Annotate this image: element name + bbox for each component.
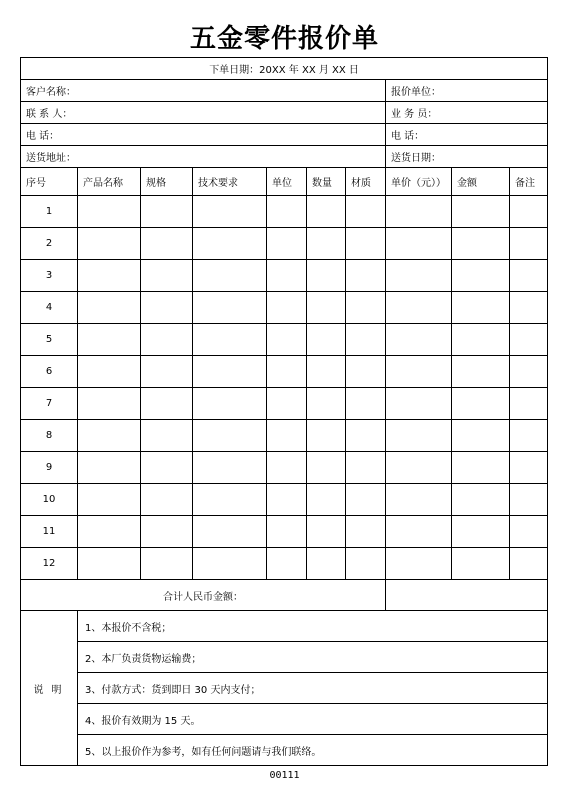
item-cell[interactable] <box>141 356 193 388</box>
item-cell[interactable] <box>510 324 548 356</box>
item-cell[interactable] <box>78 548 141 580</box>
item-cell[interactable] <box>346 356 386 388</box>
item-cell[interactable] <box>452 420 510 452</box>
item-cell[interactable] <box>78 516 141 548</box>
item-cell[interactable] <box>346 260 386 292</box>
column-header: 序号 <box>21 168 78 196</box>
note-item: 3、付款方式：货到即日 30 天内支付； <box>78 673 548 704</box>
row-number: 6 <box>21 356 78 388</box>
note-item: 2、本厂负责货物运输费； <box>78 642 548 673</box>
item-cell[interactable] <box>267 228 307 260</box>
table-row <box>21 260 548 292</box>
item-cell[interactable] <box>346 484 386 516</box>
item-cell[interactable] <box>78 292 141 324</box>
quote-form-table <box>20 57 548 766</box>
column-header: 数量 <box>307 168 346 196</box>
item-cell[interactable] <box>267 516 307 548</box>
item-cell[interactable] <box>78 420 141 452</box>
table-row <box>21 324 548 356</box>
total-label: 合计人民币金额： <box>21 580 386 611</box>
column-header: 规格 <box>141 168 193 196</box>
note-row <box>21 611 548 642</box>
table-row <box>21 452 548 484</box>
item-cell[interactable] <box>346 388 386 420</box>
item-cell[interactable] <box>346 196 386 228</box>
total-amount-field[interactable] <box>386 580 548 611</box>
total-row <box>21 580 548 611</box>
item-cell[interactable] <box>452 516 510 548</box>
item-cell[interactable] <box>346 516 386 548</box>
item-cell[interactable] <box>193 228 267 260</box>
footer-code: 00111 <box>269 770 300 781</box>
customer-name-field[interactable]: 客户名称： <box>21 80 386 102</box>
row-number: 11 <box>21 516 78 548</box>
item-cell[interactable] <box>386 516 452 548</box>
item-cell[interactable] <box>307 484 346 516</box>
item-cell[interactable] <box>141 420 193 452</box>
item-cell[interactable] <box>78 388 141 420</box>
item-cell[interactable] <box>141 292 193 324</box>
item-cell[interactable] <box>193 548 267 580</box>
column-header: 备注 <box>510 168 548 196</box>
item-cell[interactable] <box>193 388 267 420</box>
item-cell[interactable] <box>78 196 141 228</box>
item-cell[interactable] <box>452 548 510 580</box>
item-cell[interactable] <box>307 388 346 420</box>
item-cell[interactable] <box>141 388 193 420</box>
column-header: 单价（元）） <box>386 168 452 196</box>
column-header: 单位 <box>267 168 307 196</box>
item-cell[interactable] <box>386 196 452 228</box>
item-cell[interactable] <box>78 484 141 516</box>
item-cell[interactable] <box>267 484 307 516</box>
item-cell[interactable] <box>452 484 510 516</box>
item-cell[interactable] <box>193 420 267 452</box>
item-cell[interactable] <box>141 196 193 228</box>
item-cell[interactable] <box>193 260 267 292</box>
item-cell[interactable] <box>193 292 267 324</box>
item-cell[interactable] <box>193 196 267 228</box>
table-row <box>21 292 548 324</box>
item-cell[interactable] <box>267 356 307 388</box>
item-cell[interactable] <box>307 452 346 484</box>
item-cell[interactable] <box>141 324 193 356</box>
item-cell[interactable] <box>510 356 548 388</box>
item-cell[interactable] <box>346 324 386 356</box>
note-item: 1、本报价不含税； <box>78 611 548 642</box>
item-cell[interactable] <box>510 484 548 516</box>
item-cell[interactable] <box>510 260 548 292</box>
item-cell[interactable] <box>141 260 193 292</box>
item-cell[interactable] <box>307 292 346 324</box>
item-cell[interactable] <box>193 324 267 356</box>
item-cell[interactable] <box>267 452 307 484</box>
column-header: 金额 <box>452 168 510 196</box>
item-cell[interactable] <box>78 228 141 260</box>
item-cell[interactable] <box>141 228 193 260</box>
notes-label: 说明 <box>21 611 78 766</box>
item-cell[interactable] <box>510 292 548 324</box>
note-item: 4、报价有效期为 15 天。 <box>78 704 548 735</box>
row-number: 10 <box>21 484 78 516</box>
item-cell[interactable] <box>78 324 141 356</box>
table-row <box>21 516 548 548</box>
note-row <box>21 735 548 766</box>
item-cell[interactable] <box>386 324 452 356</box>
row-number: 9 <box>21 452 78 484</box>
note-item: 5、以上报价作为参考，如有任何问题请与我们联络。 <box>78 735 548 766</box>
item-cell[interactable] <box>452 388 510 420</box>
item-cell[interactable] <box>510 388 548 420</box>
item-cell[interactable] <box>346 420 386 452</box>
page-title: 五金零件报价单 <box>189 24 379 54</box>
item-cell[interactable] <box>386 420 452 452</box>
item-cell[interactable] <box>452 228 510 260</box>
item-cell[interactable] <box>307 516 346 548</box>
phone-right-field[interactable]: 电 话： <box>386 124 548 146</box>
table-row <box>21 420 548 452</box>
item-cell[interactable] <box>452 452 510 484</box>
item-cell[interactable] <box>346 292 386 324</box>
item-cell[interactable] <box>510 452 548 484</box>
note-row <box>21 704 548 735</box>
row-number: 12 <box>21 548 78 580</box>
note-row <box>21 642 548 673</box>
table-row <box>21 484 548 516</box>
item-cell[interactable] <box>386 548 452 580</box>
item-cell[interactable] <box>267 420 307 452</box>
item-cell[interactable] <box>386 260 452 292</box>
item-cell[interactable] <box>307 228 346 260</box>
item-cell[interactable] <box>307 420 346 452</box>
contact-field[interactable]: 联 系 人： <box>21 102 386 124</box>
item-cell[interactable] <box>346 228 386 260</box>
note-row <box>21 673 548 704</box>
item-cell[interactable] <box>386 388 452 420</box>
row-number: 2 <box>21 228 78 260</box>
item-cell[interactable] <box>452 292 510 324</box>
item-cell[interactable] <box>193 452 267 484</box>
item-cell[interactable] <box>452 196 510 228</box>
item-cell[interactable] <box>267 196 307 228</box>
item-cell[interactable] <box>78 356 141 388</box>
item-cell[interactable] <box>386 292 452 324</box>
item-cell[interactable] <box>510 516 548 548</box>
table-row <box>21 228 548 260</box>
item-cell[interactable] <box>346 452 386 484</box>
row-number: 3 <box>21 260 78 292</box>
salesperson-field[interactable]: 业 务 员： <box>386 102 548 124</box>
item-cell[interactable] <box>267 324 307 356</box>
item-cell[interactable] <box>510 228 548 260</box>
item-cell[interactable] <box>193 356 267 388</box>
item-cell[interactable] <box>141 452 193 484</box>
item-cell[interactable] <box>386 356 452 388</box>
item-cell[interactable] <box>386 228 452 260</box>
item-cell[interactable] <box>78 260 141 292</box>
item-cell[interactable] <box>510 548 548 580</box>
delivery-address-field[interactable]: 送货地址： <box>21 146 386 168</box>
item-cell[interactable] <box>267 388 307 420</box>
item-cell[interactable] <box>346 548 386 580</box>
item-cell[interactable] <box>452 324 510 356</box>
column-header-row <box>21 168 548 196</box>
item-cell[interactable] <box>141 516 193 548</box>
item-cell[interactable] <box>386 452 452 484</box>
item-cell[interactable] <box>267 260 307 292</box>
phone-left-field[interactable]: 电 话： <box>21 124 386 146</box>
item-cell[interactable] <box>307 260 346 292</box>
table-row <box>21 548 548 580</box>
item-cell[interactable] <box>510 420 548 452</box>
row-number: 8 <box>21 420 78 452</box>
item-cell[interactable] <box>141 484 193 516</box>
item-cell[interactable] <box>267 292 307 324</box>
item-cell[interactable] <box>510 196 548 228</box>
order-date: 下单日期：20XX 年 XX 月 XX 日 <box>21 58 548 80</box>
delivery-date-field[interactable]: 送货日期： <box>386 146 548 168</box>
item-cell[interactable] <box>452 356 510 388</box>
table-row <box>21 388 548 420</box>
item-cell[interactable] <box>307 548 346 580</box>
row-number: 5 <box>21 324 78 356</box>
item-cell[interactable] <box>141 548 193 580</box>
item-cell[interactable] <box>386 484 452 516</box>
item-cell[interactable] <box>193 484 267 516</box>
quote-unit-field[interactable]: 报价单位： <box>386 80 548 102</box>
row-number: 1 <box>21 196 78 228</box>
item-cell[interactable] <box>307 196 346 228</box>
item-cell[interactable] <box>307 324 346 356</box>
row-number: 4 <box>21 292 78 324</box>
item-cell[interactable] <box>193 516 267 548</box>
row-number: 7 <box>21 388 78 420</box>
item-cell[interactable] <box>78 452 141 484</box>
table-row <box>21 196 548 228</box>
column-header: 产品名称 <box>78 168 141 196</box>
table-row <box>21 356 548 388</box>
column-header: 材质 <box>346 168 386 196</box>
item-cell[interactable] <box>452 260 510 292</box>
item-cell[interactable] <box>267 548 307 580</box>
item-cell[interactable] <box>307 356 346 388</box>
column-header: 技术要求 <box>193 168 267 196</box>
